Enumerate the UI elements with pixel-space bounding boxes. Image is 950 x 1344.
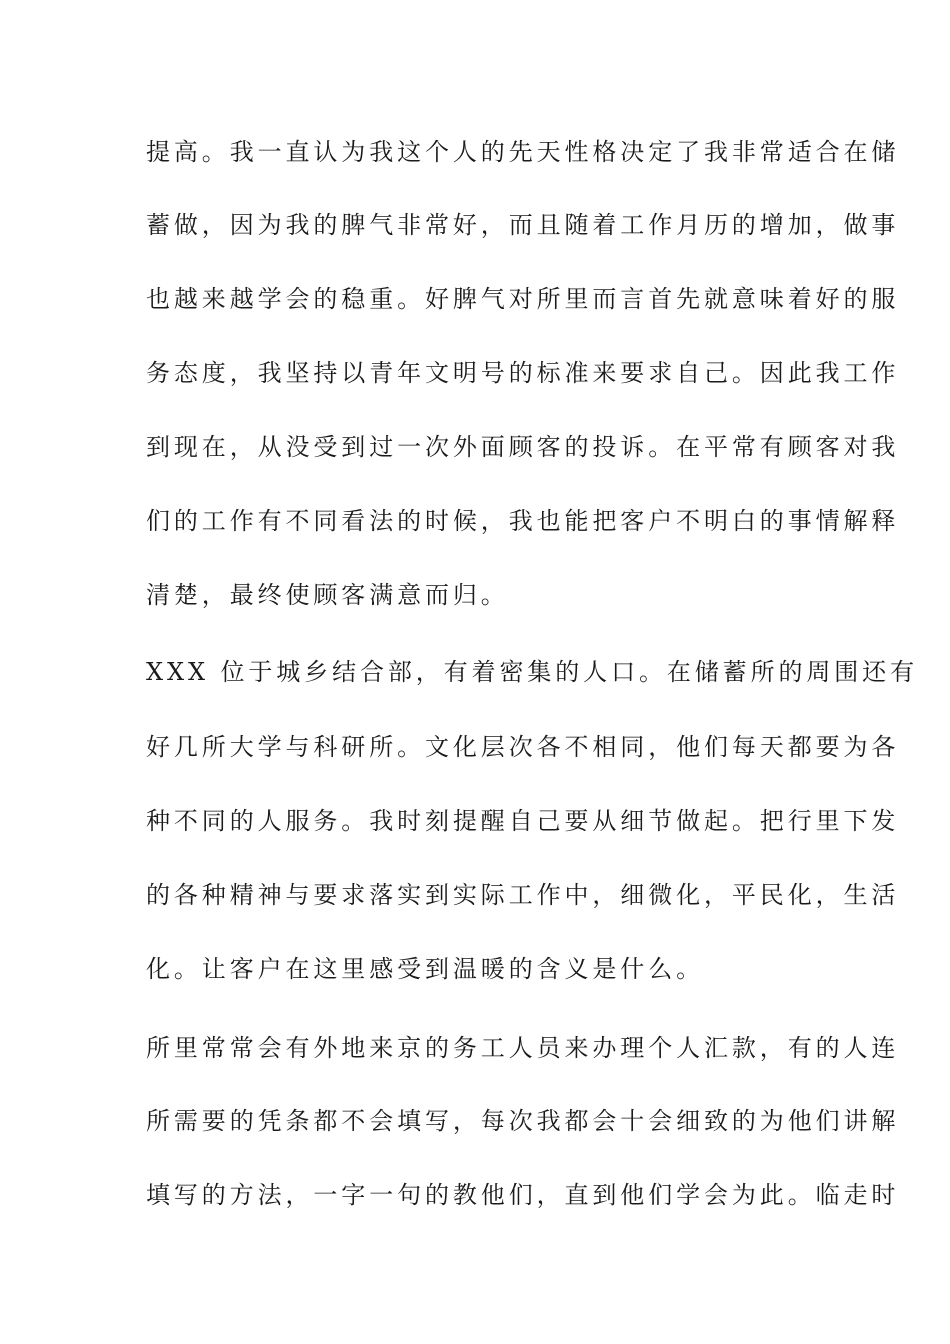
text-line: 到现在，从没受到过一次外面顾客的投诉。在平常有顾客对我: [146, 433, 900, 461]
text-line: 清楚，最终使顾客满意而归。: [146, 581, 509, 609]
text-line: 填写的方法，一字一句的教他们，直到他们学会为此。临走时: [146, 1181, 900, 1209]
text-line: 蓄做，因为我的脾气非常好，而且随着工作月历的增加，做事: [146, 211, 900, 239]
text-line: 所里常常会有外地来京的务工人员来办理个人汇款，有的人连: [146, 1034, 900, 1062]
text-line: 所需要的凭条都不会填写，每次我都会十会细致的为他们讲解: [146, 1107, 900, 1135]
text-line: 的各种精神与要求落实到实际工作中，细微化，平民化，生活: [146, 881, 900, 909]
text-line: XXX 位于城乡结合部，有着密集的人口。在储蓄所的周围还有: [146, 658, 918, 686]
text-line: 化。让客户在这里感受到温暖的含义是什么。: [146, 955, 704, 983]
text-line: 务态度，我坚持以青年文明号的标准来要求自己。因此我工作: [146, 359, 900, 387]
text-line: 种不同的人服务。我时刻提醒自己要从细节做起。把行里下发: [146, 807, 900, 835]
text-line: 们的工作有不同看法的时候，我也能把客户不明白的事情解释: [146, 507, 900, 535]
text-line: 提高。我一直认为我这个人的先天性格决定了我非常适合在储: [146, 138, 900, 166]
text-line: 好几所大学与科研所。文化层次各不相同，他们每天都要为各: [146, 733, 900, 761]
text-line: 也越来越学会的稳重。好脾气对所里而言首先就意味着好的服: [146, 285, 900, 313]
